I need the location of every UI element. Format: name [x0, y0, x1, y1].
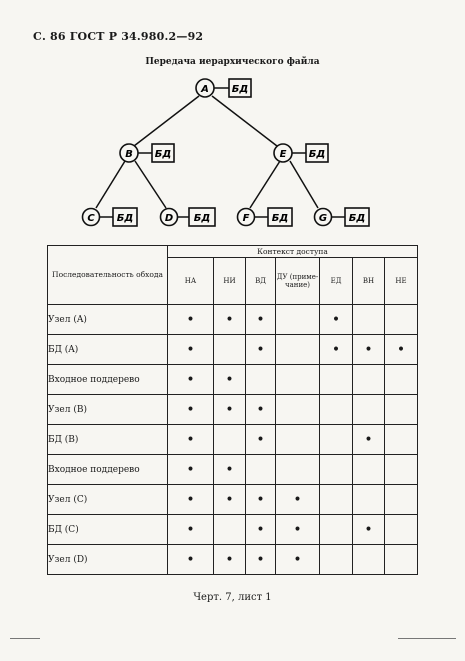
access-cell: [385, 335, 418, 365]
access-context-header: Контекст доступа: [168, 246, 418, 258]
mark-dot: •: [331, 311, 341, 328]
mark-dot: •: [225, 551, 234, 568]
mark-dot: •: [364, 431, 373, 448]
access-cell: [276, 305, 320, 335]
mark-dot: •: [256, 551, 265, 568]
access-cell: [320, 485, 353, 515]
row-label: Узел (B): [48, 395, 168, 425]
node-letter: B: [125, 149, 133, 160]
access-cell: [168, 545, 214, 575]
access-context-table: [47, 245, 418, 575]
mark-dot: •: [225, 311, 234, 328]
mark-dot: •: [331, 341, 341, 358]
page-header: С. 86 ГОСТ Р 34.980.2—92: [33, 30, 204, 43]
access-cell: [385, 395, 418, 425]
db-label: БД: [116, 213, 134, 224]
access-cell: [246, 395, 276, 425]
mark-dot: •: [186, 341, 195, 358]
access-cell: [276, 425, 320, 455]
access-cell: [246, 455, 276, 485]
bottom-rule-right: [398, 638, 456, 639]
access-cell: [385, 425, 418, 455]
column-header: НА: [168, 258, 214, 305]
access-cell: [246, 545, 276, 575]
access-cell: [353, 515, 385, 545]
access-cell: [168, 515, 214, 545]
access-cell: [246, 485, 276, 515]
mark-dot: •: [225, 491, 234, 508]
tree-node-a: [196, 79, 214, 97]
table-row: [48, 335, 418, 365]
mark-dot: •: [186, 401, 195, 418]
access-cell: [246, 305, 276, 335]
mark-dot: •: [364, 521, 373, 538]
db-label: БД: [271, 213, 289, 224]
column-header: НЕ: [385, 258, 418, 305]
table-row: [48, 545, 418, 575]
access-cell: [214, 425, 246, 455]
table-row: [48, 515, 418, 545]
mark-dot: •: [186, 371, 195, 388]
mark-dot: •: [256, 521, 265, 538]
access-cell: [168, 485, 214, 515]
column-header: ЕД: [320, 258, 353, 305]
table-row: [48, 425, 418, 455]
mark-dot: •: [225, 461, 234, 478]
row-label: БД (C): [48, 515, 168, 545]
table-row: [48, 455, 418, 485]
access-cell: [214, 365, 246, 395]
mark-dot: •: [293, 491, 302, 508]
access-cell: [320, 455, 353, 485]
access-cell: [385, 515, 418, 545]
access-cell: [214, 515, 246, 545]
mark-dot: •: [186, 521, 195, 538]
db-box-c: [113, 208, 137, 226]
db-box-b: [152, 144, 174, 162]
mark-dot: •: [186, 551, 195, 568]
edge-a-e: [212, 96, 277, 146]
tree-node-f: [238, 209, 255, 226]
access-cell: [276, 485, 320, 515]
row-label: БД (B): [48, 425, 168, 455]
table-row: [48, 365, 418, 395]
edge-b-c: [96, 161, 125, 208]
access-cell: [246, 335, 276, 365]
access-cell: [168, 335, 214, 365]
access-cell: [168, 305, 214, 335]
db-box-d: [189, 208, 215, 226]
mark-dot: •: [225, 401, 234, 418]
tree-node-g: [315, 209, 332, 226]
access-cell: [214, 335, 246, 365]
mark-dot: •: [293, 521, 302, 538]
row-label: Узел (A): [48, 305, 168, 335]
access-cell: [385, 305, 418, 335]
access-cell: [320, 545, 353, 575]
node-letter: C: [87, 213, 95, 224]
table-row: [48, 485, 418, 515]
tree-title: Передача иерархического файла: [145, 57, 320, 67]
edge-e-f: [250, 161, 280, 208]
row-label: Входное поддерево: [48, 455, 168, 485]
access-cell: [320, 425, 353, 455]
row-label: Входное поддерево: [48, 365, 168, 395]
db-box-e: [306, 144, 328, 162]
access-cell: [320, 365, 353, 395]
column-header: НИ: [214, 258, 246, 305]
access-cell: [353, 305, 385, 335]
access-cell: [353, 365, 385, 395]
db-box-g: [345, 208, 369, 226]
mark-dot: •: [186, 311, 195, 328]
access-cell: [276, 335, 320, 365]
access-cell: [168, 455, 214, 485]
access-cell: [168, 365, 214, 395]
access-cell: [214, 485, 246, 515]
db-label: БД: [193, 213, 211, 224]
access-cell: [320, 395, 353, 425]
access-cell: [320, 515, 353, 545]
mark-dot: •: [186, 431, 195, 448]
access-cell: [276, 545, 320, 575]
access-cell: [246, 365, 276, 395]
node-letter: F: [242, 213, 250, 224]
access-cell: [168, 395, 214, 425]
mark-dot: •: [256, 401, 265, 418]
access-cell: [276, 365, 320, 395]
row-label: БД (A): [48, 335, 168, 365]
mark-dot: •: [186, 461, 195, 478]
table-row: [48, 305, 418, 335]
mark-dot: •: [364, 341, 373, 358]
node-letter: E: [279, 149, 287, 160]
hierarchy-tree-diagram: [0, 0, 465, 240]
tree-node-e: [274, 144, 292, 162]
access-cell: [353, 545, 385, 575]
access-cell: [320, 305, 353, 335]
access-cell: [320, 335, 353, 365]
node-letter: D: [164, 213, 174, 224]
db-label: БД: [308, 149, 326, 160]
access-cell: [353, 395, 385, 425]
access-cell: [214, 545, 246, 575]
access-cell: [246, 425, 276, 455]
node-letter: A: [201, 84, 209, 95]
node-letter: G: [318, 213, 328, 224]
mark-dot: •: [256, 431, 265, 448]
column-header: ВН: [353, 258, 385, 305]
mark-dot: •: [396, 341, 406, 358]
figure-caption: Черт. 7, лист 1: [193, 592, 272, 603]
db-label: БД: [348, 213, 366, 224]
access-cell: [353, 335, 385, 365]
tree-node-c: [83, 209, 100, 226]
mark-dot: •: [186, 491, 195, 508]
access-cell: [276, 515, 320, 545]
access-cell: [353, 425, 385, 455]
bottom-rule-left: [10, 638, 40, 639]
column-header: ВД: [246, 258, 276, 305]
edge-e-g: [290, 161, 318, 208]
table-row: [48, 395, 418, 425]
access-cell: [168, 425, 214, 455]
tree-node-d: [161, 209, 178, 226]
access-cell: [276, 395, 320, 425]
db-label: БД: [231, 84, 249, 95]
mark-dot: •: [293, 551, 302, 568]
access-cell: [385, 545, 418, 575]
mark-dot: •: [256, 491, 265, 508]
edge-b-d: [135, 161, 166, 208]
access-cell: [385, 455, 418, 485]
access-cell: [353, 485, 385, 515]
db-box-a: [229, 79, 251, 97]
column-header: ДУ (приме-чание): [276, 258, 320, 305]
access-cell: [214, 395, 246, 425]
access-cell: [276, 455, 320, 485]
access-cell: [385, 485, 418, 515]
mark-dot: •: [256, 311, 265, 328]
edge-a-b: [134, 96, 199, 146]
row-label: Узел (D): [48, 545, 168, 575]
access-cell: [246, 515, 276, 545]
tree-node-b: [120, 144, 138, 162]
db-label: БД: [154, 149, 172, 160]
traversal-order-header: Последовательность обхода: [48, 246, 168, 305]
row-label: Узел (C): [48, 485, 168, 515]
db-box-f: [268, 208, 292, 226]
access-cell: [385, 365, 418, 395]
mark-dot: •: [225, 371, 234, 388]
access-cell: [214, 455, 246, 485]
access-cell: [353, 455, 385, 485]
access-cell: [214, 305, 246, 335]
mark-dot: •: [256, 341, 265, 358]
